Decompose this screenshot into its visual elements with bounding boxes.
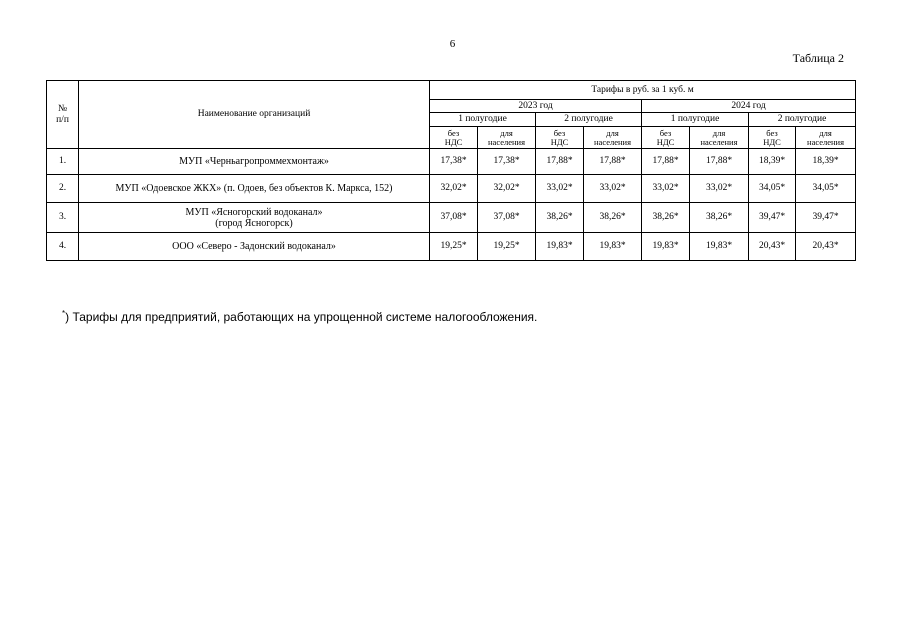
tariff-cell: 38,26* [642,203,690,233]
subcol-header-line1: для [819,127,832,138]
org-header: Наименование организаций [79,81,430,149]
organization-name [79,203,430,233]
tariff-cell: 19,83* [690,233,749,261]
subcol-header-line1: без [766,127,778,138]
tariff-cell: 38,26* [584,203,642,233]
num-header [47,81,79,149]
page-number: 6 [449,38,456,50]
tariff-cell: 17,38* [478,149,536,175]
table-row [47,203,856,233]
subcol-header [584,127,642,149]
subcol-header-line1: для [500,127,513,138]
subcol-header-line2: НДС [763,136,781,147]
row-number: 4. [47,233,79,261]
footnote [62,309,537,324]
tariff-cell: 20,43* [796,233,856,261]
subcol-header-line2: населения [807,136,845,147]
tariff-cell: 19,25* [430,233,478,261]
tariff-cell: 33,02* [584,175,642,203]
subcol-header-line1: без [553,127,566,138]
table-title: Таблица 2 [792,51,844,65]
organization-name-line1: МУП «Ясногорский водоканал» [185,206,323,218]
year-header-2024: 2024 год [642,100,856,113]
subcol-header [536,127,584,149]
tariff-cell: 37,08* [430,203,478,233]
subcol-header [642,127,690,149]
tariff-cell: 37,08* [478,203,536,233]
footnote-text: ) Тарифы для предприятий, работающих на упрощенной системе налогообложения. [65,310,538,324]
half-year-header: 1 полугодие [642,113,749,127]
organization-name: МУП «Одоевское ЖКХ» (п. Одоев, без объектов К. Маркса, 152) [79,175,430,203]
year-header-2023: 2023 год [430,100,642,113]
organization-name: МУП «Черньагропроммехмонтаж» [79,149,430,175]
tariff-cell: 38,26* [536,203,584,233]
tariff-cell: 33,02* [690,175,749,203]
subcol-header [478,127,536,149]
subcol-header [749,127,796,149]
subcol-header [430,127,478,149]
subcol-header [796,127,856,149]
row-number: 1. [47,149,79,175]
tariff-cell: 34,05* [749,175,796,203]
tariff-header: Тарифы в руб. за 1 куб. м [430,81,856,100]
table-row [47,149,856,175]
organization-name: ООО «Северо - Задонский водоканал» [79,233,430,261]
tariff-cell: 18,39* [796,149,856,175]
tariff-cell: 33,02* [642,175,690,203]
subcol-header-line1: без [447,127,460,138]
table-row [47,233,856,261]
half-year-header: 1 полугодие [430,113,536,127]
tariff-cell: 32,02* [430,175,478,203]
tariff-cell: 17,88* [690,149,749,175]
tariff-cell: 19,83* [536,233,584,261]
tariff-cell: 18,39* [749,149,796,175]
subcol-header-line2: населения [700,136,738,147]
row-number: 2. [47,175,79,203]
tariff-cell: 17,88* [584,149,642,175]
subcol-header-line1: без [659,127,672,138]
tariff-cell: 17,38* [430,149,478,175]
tariff-cell: 32,02* [478,175,536,203]
subcol-header-line2: НДС [444,136,463,147]
half-year-header: 2 полугодие [536,113,642,127]
tariff-cell: 34,05* [796,175,856,203]
tariff-cell: 17,88* [536,149,584,175]
subcol-header [690,127,749,149]
tariff-table [46,80,856,261]
footnote-marker: * [62,309,66,318]
tariff-cell: 19,83* [642,233,690,261]
row-number: 3. [47,203,79,233]
subcol-header-line2: НДС [550,136,569,147]
tariff-cell: 17,88* [642,149,690,175]
tariff-cell: 38,26* [690,203,749,233]
half-year-header: 2 полугодие [749,113,856,127]
organization-name-line2: (город Ясногорск) [215,217,293,229]
tariff-cell: 19,25* [478,233,536,261]
num-header-line1: № [57,104,68,115]
subcol-header-line1: для [712,127,726,138]
table-row [47,175,856,203]
tariff-cell: 33,02* [536,175,584,203]
subcol-header-line2: населения [488,136,525,147]
tariff-cell: 39,47* [796,203,856,233]
num-header-line2: п/п [56,114,69,125]
subcol-header-line2: НДС [656,136,675,147]
subcol-header-line1: для [606,127,619,138]
tariff-cell: 39,47* [749,203,796,233]
tariff-cell: 20,43* [749,233,796,261]
tariff-cell: 19,83* [584,233,642,261]
subcol-header-line2: населения [594,136,631,147]
